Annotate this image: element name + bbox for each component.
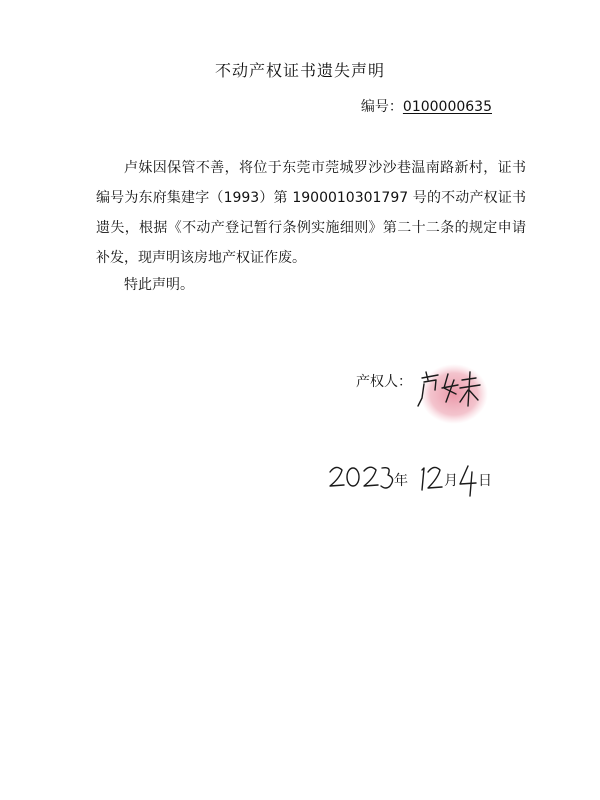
month-unit: 月: [444, 473, 458, 489]
declaration-body: 卢妹因保管不善，将位于东莞市莞城罗沙沙巷温南路新村，证书编号为东府集建字（1993）第 1900010301797 号的不动产权证书遗失，根据《不动产登记暂行条例实施细则》第二十二条的规定申请补发，现声明该房地产权证作废。: [96, 160, 526, 266]
handwritten-day: [460, 466, 476, 496]
owner-label: 产权人：: [356, 374, 412, 390]
handwritten-month: [422, 467, 442, 490]
day-unit: 日: [478, 473, 492, 489]
red-seal-mark: [420, 364, 488, 424]
signing-date: [326, 458, 516, 504]
serial-label: 编号：: [360, 99, 403, 115]
owner-signature-stamp: [410, 358, 490, 428]
handwritten-year: [330, 467, 393, 488]
closing-statement: 特此声明。: [124, 277, 194, 293]
year-unit: 年: [394, 473, 408, 489]
serial-number: 0100000635: [402, 99, 492, 115]
serial-line: [361, 96, 492, 116]
document-title: 不动产权证书遗失声明: [214, 61, 385, 80]
